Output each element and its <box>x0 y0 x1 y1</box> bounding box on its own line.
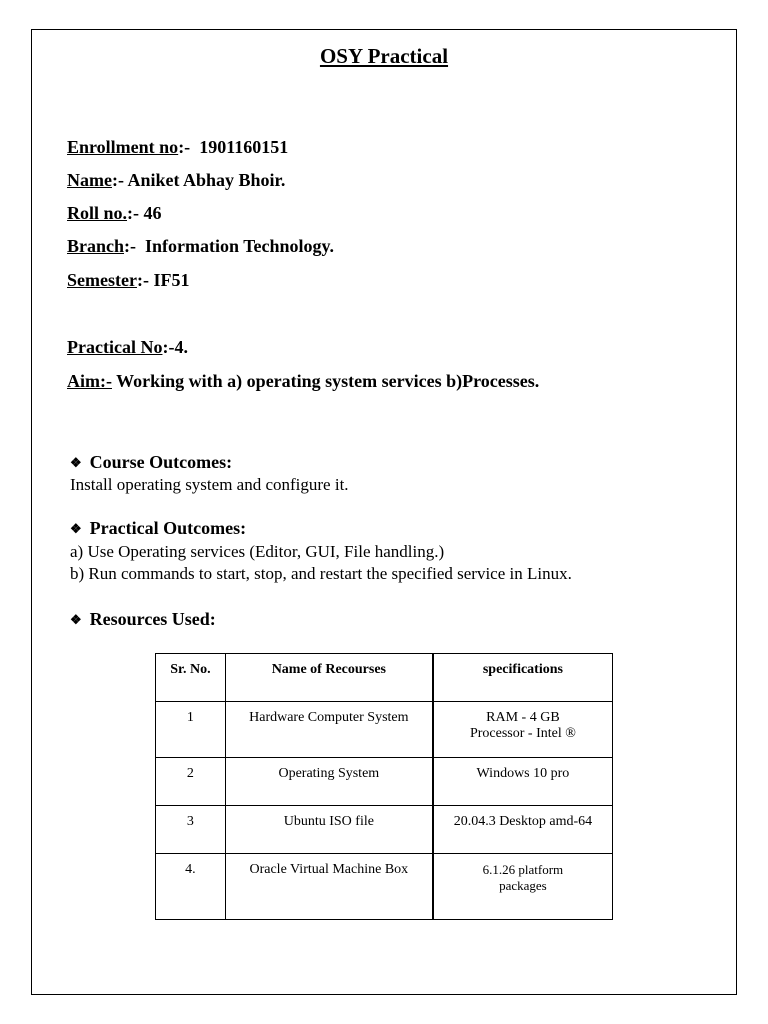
aim-value: Working with a) operating system services b)Processes. <box>111 371 540 391</box>
semester-field: Semester:- IF51 <box>67 270 190 290</box>
table-row <box>156 702 613 758</box>
practical-outcomes-heading: ❖ Practical Outcomes: <box>70 518 247 538</box>
column-header-sr: Sr. No. <box>156 654 226 702</box>
enrollment-field: Enrollment no:- 1901160151 <box>67 137 289 157</box>
cell-spec: 6.1.26 platform packages <box>433 854 613 920</box>
diamond-bullet-icon: ❖ <box>70 455 82 470</box>
practical-outcome-item: a) Use Operating services (Editor, GUI, File handling.) <box>70 542 445 561</box>
resources-heading: ❖ Resources Used: <box>70 609 216 629</box>
course-outcomes-heading: ❖ Course Outcomes: <box>70 452 233 472</box>
diamond-bullet-icon: ❖ <box>70 521 82 536</box>
name-field: Name:- Aniket Abhay Bhoir. <box>67 170 286 190</box>
name-label: Name <box>67 170 112 190</box>
cell-sr: 4. <box>156 854 226 920</box>
enrollment-label: Enrollment no <box>67 137 179 157</box>
practical-no-field: Practical No:-4. <box>67 337 188 357</box>
column-header-name: Name of Recourses <box>225 654 432 702</box>
enrollment-value: 1901160151 <box>190 137 289 157</box>
cell-spec: 20.04.3 Desktop amd-64 <box>433 806 613 854</box>
branch-value: Information Technology. <box>136 236 335 256</box>
practical-outcome-item: b) Run commands to start, stop, and restart the specified service in Linux. <box>70 564 572 583</box>
diamond-bullet-icon: ❖ <box>70 612 82 627</box>
cell-spec: RAM - 4 GB Processor - Intel ® <box>433 702 613 758</box>
table-row <box>156 854 613 920</box>
aim-label: Aim:- <box>67 371 112 391</box>
name-value: Aniket Abhay Bhoir. <box>123 170 286 190</box>
roll-value: 46 <box>139 203 162 223</box>
cell-name: Oracle Virtual Machine Box <box>225 854 432 920</box>
practical-no-value: 4. <box>174 337 188 357</box>
practical-no-label: Practical No <box>67 337 163 357</box>
cell-sr: 3 <box>156 806 226 854</box>
semester-label: Semester <box>67 270 137 290</box>
cell-sr: 2 <box>156 758 226 806</box>
roll-field: Roll no.:- 46 <box>67 203 162 223</box>
course-outcomes-text: Install operating system and configure it. <box>70 475 349 494</box>
cell-name: Ubuntu ISO file <box>225 806 432 854</box>
semester-value: IF51 <box>148 270 190 290</box>
branch-label: Branch <box>67 236 125 256</box>
cell-spec: Windows 10 pro <box>433 758 613 806</box>
aim-field <box>67 371 539 392</box>
cell-sr: 1 <box>156 702 226 758</box>
table-row <box>156 806 613 854</box>
column-header-spec: specifications <box>433 654 613 702</box>
cell-name: Hardware Computer System <box>225 702 432 758</box>
table-row <box>156 758 613 806</box>
table-header-row <box>156 654 613 702</box>
page-title: OSY Practical <box>319 44 449 68</box>
roll-label: Roll no. <box>67 203 128 223</box>
resources-table <box>155 653 613 920</box>
branch-field: Branch:- Information Technology. <box>67 236 335 256</box>
cell-name: Operating System <box>225 758 432 806</box>
